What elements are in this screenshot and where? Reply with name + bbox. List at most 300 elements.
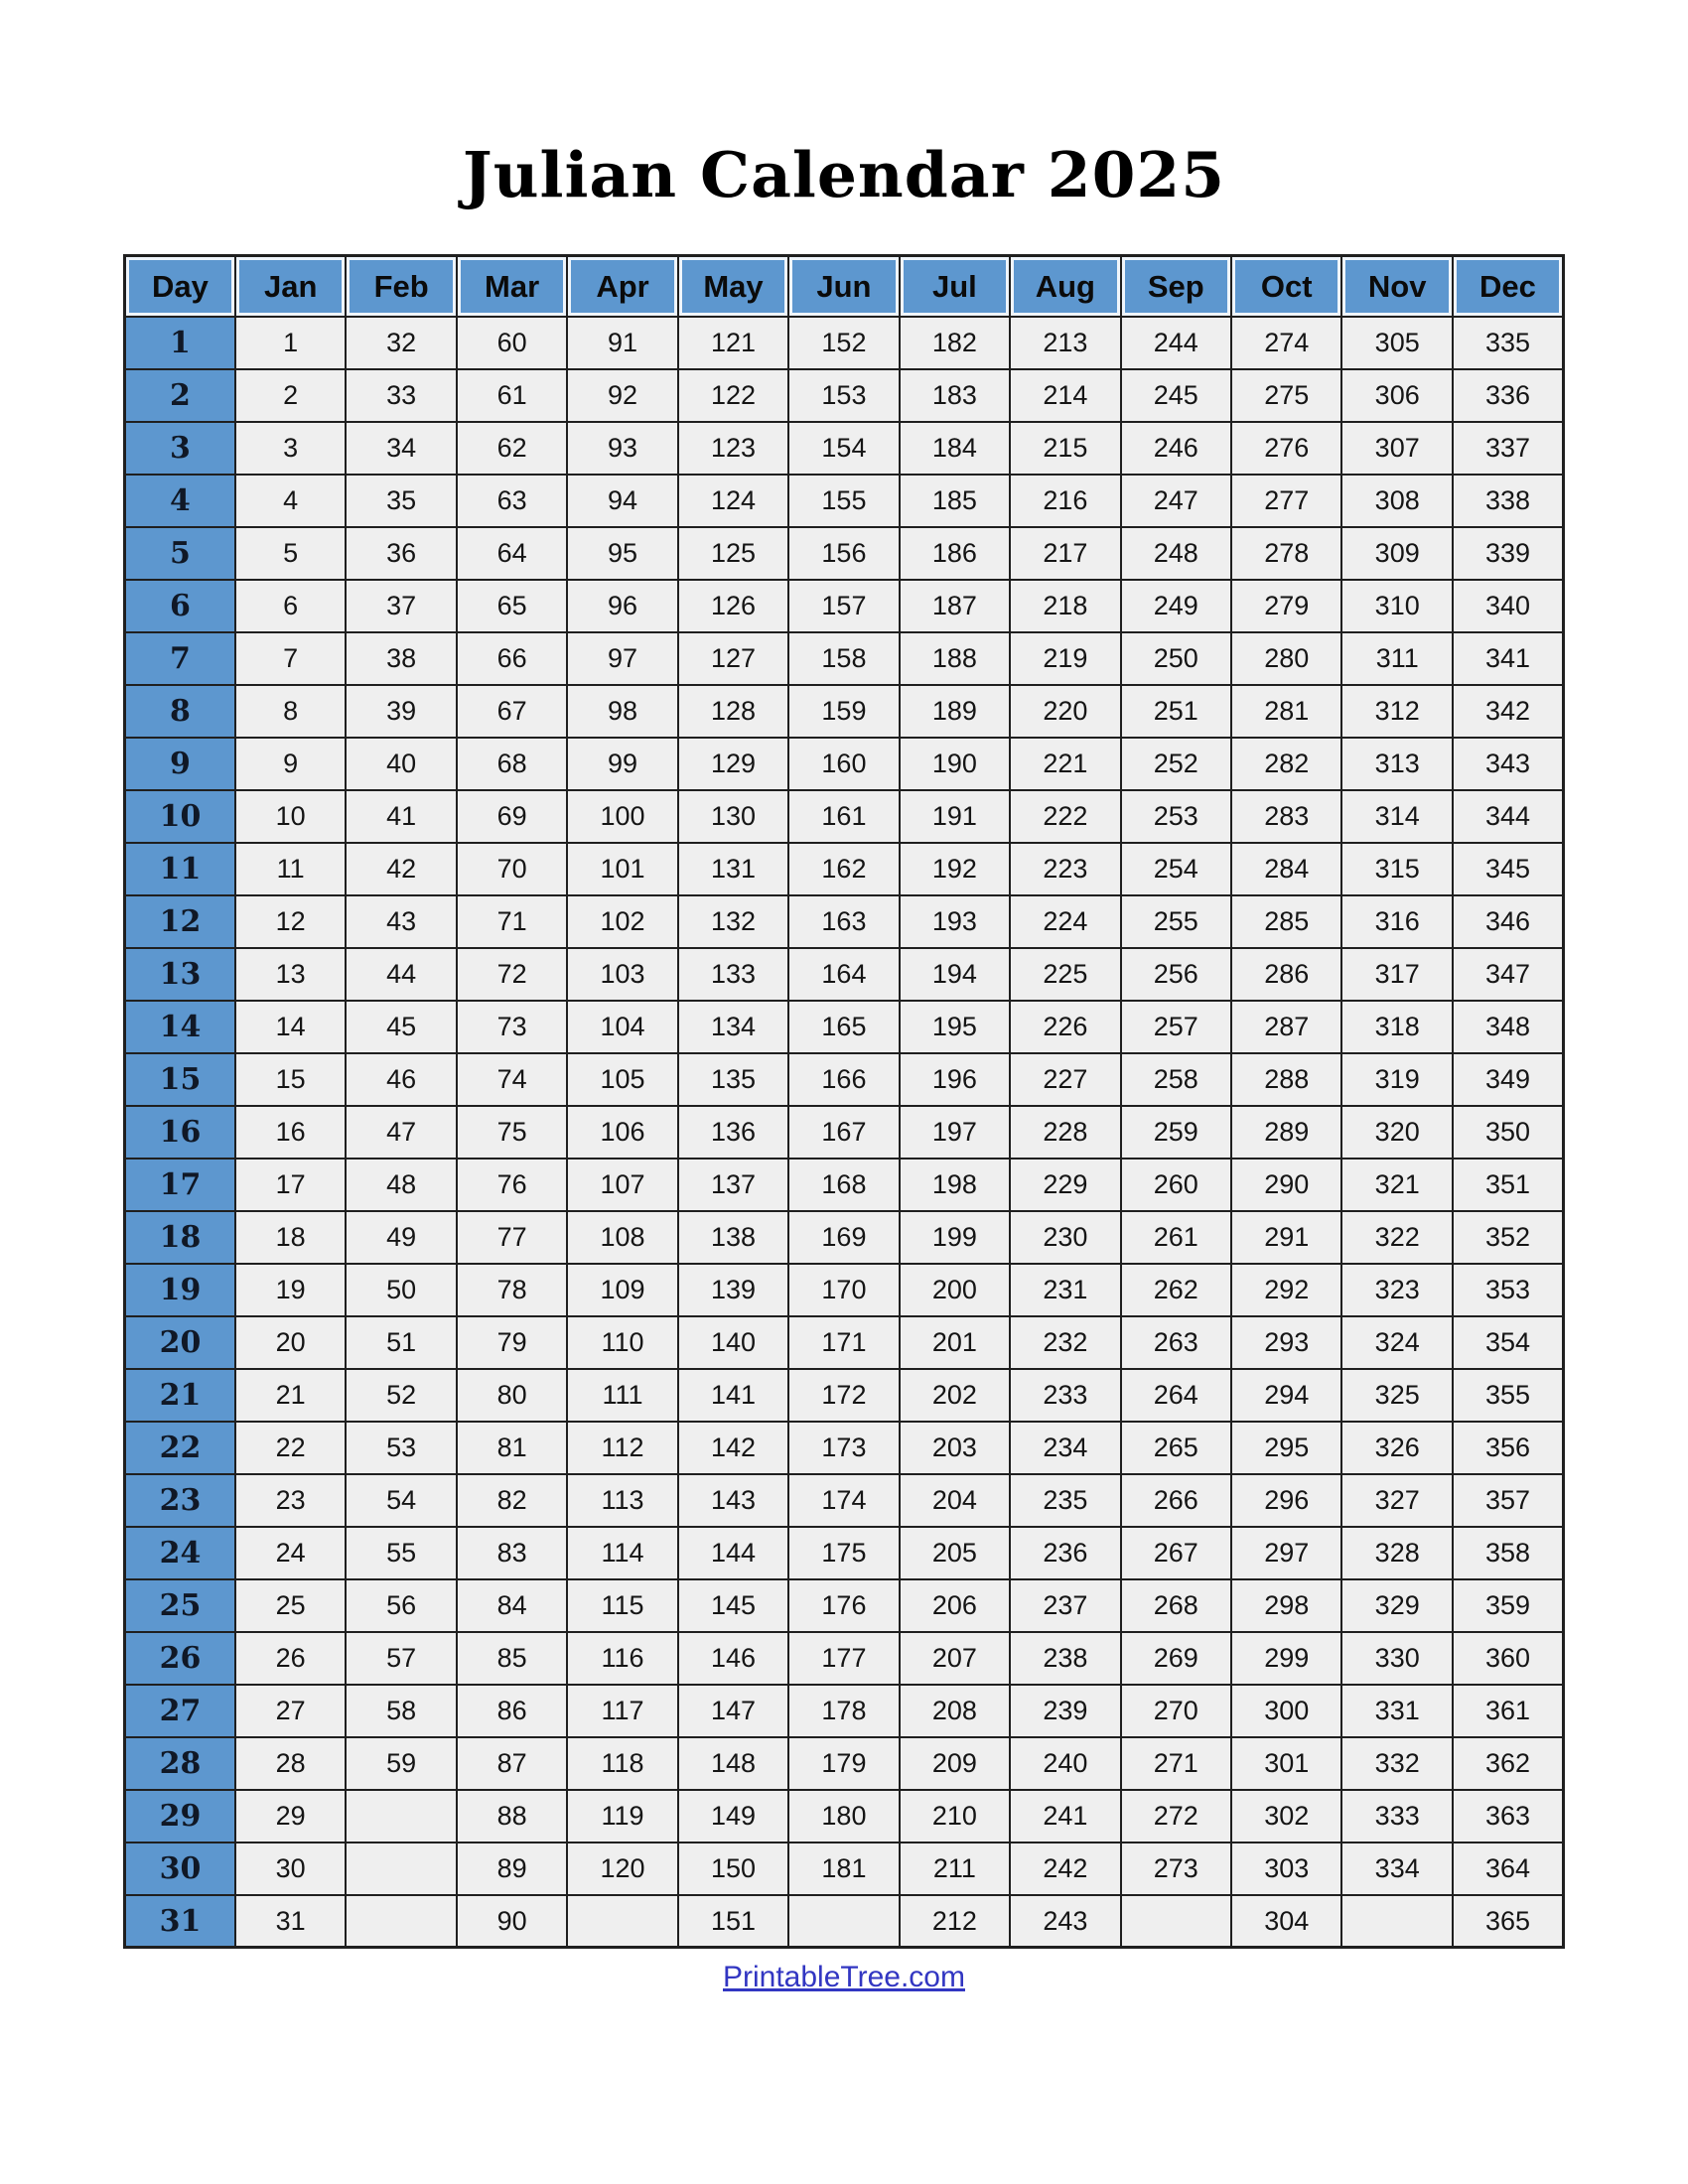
julian-day-value: 273 bbox=[1121, 1843, 1231, 1895]
day-number-cell: 30 bbox=[125, 1843, 235, 1895]
julian-day-value: 65 bbox=[457, 580, 567, 632]
julian-day-value: 80 bbox=[457, 1369, 567, 1422]
julian-day-value: 355 bbox=[1453, 1369, 1564, 1422]
julian-day-value: 169 bbox=[788, 1211, 899, 1264]
julian-day-value: 247 bbox=[1121, 475, 1231, 527]
julian-day-value: 177 bbox=[788, 1632, 899, 1685]
col-header-dec: Dec bbox=[1453, 256, 1564, 317]
julian-day-value: 163 bbox=[788, 895, 899, 948]
julian-day-value: 154 bbox=[788, 422, 899, 475]
julian-day-value: 261 bbox=[1121, 1211, 1231, 1264]
julian-day-value: 155 bbox=[788, 475, 899, 527]
julian-day-value: 67 bbox=[457, 685, 567, 738]
julian-day-value: 92 bbox=[567, 369, 677, 422]
julian-day-value: 365 bbox=[1453, 1895, 1564, 1948]
julian-day-value: 296 bbox=[1231, 1474, 1341, 1527]
table-row bbox=[125, 527, 1564, 580]
day-number-cell: 27 bbox=[125, 1685, 235, 1737]
julian-day-value: 334 bbox=[1341, 1843, 1452, 1895]
julian-day-value: 165 bbox=[788, 1001, 899, 1053]
julian-day-value: 158 bbox=[788, 632, 899, 685]
day-number-cell: 5 bbox=[125, 527, 235, 580]
julian-day-value: 124 bbox=[678, 475, 788, 527]
julian-day-value: 117 bbox=[567, 1685, 677, 1737]
julian-day-value: 166 bbox=[788, 1053, 899, 1106]
julian-day-value: 325 bbox=[1341, 1369, 1452, 1422]
day-number-cell: 2 bbox=[125, 369, 235, 422]
julian-day-value: 40 bbox=[346, 738, 456, 790]
table-row bbox=[125, 422, 1564, 475]
table-row bbox=[125, 1422, 1564, 1474]
julian-day-value: 221 bbox=[1010, 738, 1120, 790]
julian-day-value: 275 bbox=[1231, 369, 1341, 422]
julian-day-value: 151 bbox=[678, 1895, 788, 1948]
julian-day-value: 21 bbox=[235, 1369, 346, 1422]
printabletree-link[interactable]: PrintableTree.com bbox=[723, 1961, 965, 1994]
julian-day-value: 132 bbox=[678, 895, 788, 948]
julian-day-value: 266 bbox=[1121, 1474, 1231, 1527]
julian-day-value: 101 bbox=[567, 843, 677, 895]
julian-day-value: 238 bbox=[1010, 1632, 1120, 1685]
julian-day-value: 119 bbox=[567, 1790, 677, 1843]
julian-day-value: 164 bbox=[788, 948, 899, 1001]
julian-day-value: 95 bbox=[567, 527, 677, 580]
julian-day-value: 360 bbox=[1453, 1632, 1564, 1685]
empty-cell bbox=[1121, 1895, 1231, 1948]
julian-day-value: 115 bbox=[567, 1579, 677, 1632]
table-row bbox=[125, 1737, 1564, 1790]
julian-day-value: 35 bbox=[346, 475, 456, 527]
julian-day-value: 111 bbox=[567, 1369, 677, 1422]
julian-day-value: 298 bbox=[1231, 1579, 1341, 1632]
table-row bbox=[125, 1001, 1564, 1053]
julian-day-value: 301 bbox=[1231, 1737, 1341, 1790]
day-number-cell: 4 bbox=[125, 475, 235, 527]
table-row bbox=[125, 1106, 1564, 1159]
julian-day-value: 270 bbox=[1121, 1685, 1231, 1737]
julian-day-value: 268 bbox=[1121, 1579, 1231, 1632]
day-number-cell: 8 bbox=[125, 685, 235, 738]
julian-day-value: 11 bbox=[235, 843, 346, 895]
julian-day-value: 71 bbox=[457, 895, 567, 948]
day-number-cell: 11 bbox=[125, 843, 235, 895]
julian-day-value: 231 bbox=[1010, 1264, 1120, 1316]
julian-day-value: 130 bbox=[678, 790, 788, 843]
julian-day-value: 274 bbox=[1231, 317, 1341, 369]
julian-day-value: 106 bbox=[567, 1106, 677, 1159]
table-row bbox=[125, 738, 1564, 790]
table-row bbox=[125, 1316, 1564, 1369]
julian-day-value: 131 bbox=[678, 843, 788, 895]
julian-day-value: 49 bbox=[346, 1211, 456, 1264]
julian-day-value: 305 bbox=[1341, 317, 1452, 369]
julian-day-value: 279 bbox=[1231, 580, 1341, 632]
julian-day-value: 84 bbox=[457, 1579, 567, 1632]
julian-day-value: 310 bbox=[1341, 580, 1452, 632]
julian-day-value: 113 bbox=[567, 1474, 677, 1527]
julian-day-value: 297 bbox=[1231, 1527, 1341, 1579]
julian-day-value: 105 bbox=[567, 1053, 677, 1106]
julian-day-value: 341 bbox=[1453, 632, 1564, 685]
table-row bbox=[125, 475, 1564, 527]
julian-day-value: 198 bbox=[900, 1159, 1010, 1211]
julian-day-value: 108 bbox=[567, 1211, 677, 1264]
julian-day-value: 142 bbox=[678, 1422, 788, 1474]
julian-day-value: 269 bbox=[1121, 1632, 1231, 1685]
julian-day-value: 144 bbox=[678, 1527, 788, 1579]
julian-day-value: 13 bbox=[235, 948, 346, 1001]
julian-day-value: 123 bbox=[678, 422, 788, 475]
julian-day-value: 10 bbox=[235, 790, 346, 843]
table-row bbox=[125, 685, 1564, 738]
julian-day-value: 195 bbox=[900, 1001, 1010, 1053]
julian-day-value: 39 bbox=[346, 685, 456, 738]
julian-day-value: 78 bbox=[457, 1264, 567, 1316]
day-number-cell: 20 bbox=[125, 1316, 235, 1369]
julian-day-value: 18 bbox=[235, 1211, 346, 1264]
julian-day-value: 54 bbox=[346, 1474, 456, 1527]
julian-day-value: 199 bbox=[900, 1211, 1010, 1264]
julian-day-value: 61 bbox=[457, 369, 567, 422]
julian-day-value: 141 bbox=[678, 1369, 788, 1422]
julian-day-value: 336 bbox=[1453, 369, 1564, 422]
julian-day-value: 201 bbox=[900, 1316, 1010, 1369]
julian-day-value: 239 bbox=[1010, 1685, 1120, 1737]
julian-day-value: 322 bbox=[1341, 1211, 1452, 1264]
julian-day-value: 51 bbox=[346, 1316, 456, 1369]
julian-day-value: 276 bbox=[1231, 422, 1341, 475]
julian-day-value: 304 bbox=[1231, 1895, 1341, 1948]
julian-day-value: 309 bbox=[1341, 527, 1452, 580]
julian-day-value: 235 bbox=[1010, 1474, 1120, 1527]
julian-day-value: 129 bbox=[678, 738, 788, 790]
julian-day-value: 191 bbox=[900, 790, 1010, 843]
day-number-cell: 28 bbox=[125, 1737, 235, 1790]
day-number-cell: 3 bbox=[125, 422, 235, 475]
julian-day-value: 104 bbox=[567, 1001, 677, 1053]
julian-day-value: 188 bbox=[900, 632, 1010, 685]
julian-day-value: 46 bbox=[346, 1053, 456, 1106]
table-row bbox=[125, 1843, 1564, 1895]
julian-day-value: 318 bbox=[1341, 1001, 1452, 1053]
julian-day-value: 250 bbox=[1121, 632, 1231, 685]
julian-day-value: 83 bbox=[457, 1527, 567, 1579]
julian-day-value: 183 bbox=[900, 369, 1010, 422]
empty-cell bbox=[346, 1895, 456, 1948]
julian-day-value: 272 bbox=[1121, 1790, 1231, 1843]
julian-day-value: 363 bbox=[1453, 1790, 1564, 1843]
header-row bbox=[125, 256, 1564, 317]
julian-day-value: 178 bbox=[788, 1685, 899, 1737]
julian-day-value: 202 bbox=[900, 1369, 1010, 1422]
julian-day-value: 349 bbox=[1453, 1053, 1564, 1106]
day-number-cell: 31 bbox=[125, 1895, 235, 1948]
julian-day-value: 97 bbox=[567, 632, 677, 685]
julian-day-value: 264 bbox=[1121, 1369, 1231, 1422]
julian-day-value: 227 bbox=[1010, 1053, 1120, 1106]
julian-day-value: 335 bbox=[1453, 317, 1564, 369]
julian-day-value: 171 bbox=[788, 1316, 899, 1369]
day-number-cell: 21 bbox=[125, 1369, 235, 1422]
julian-day-value: 212 bbox=[900, 1895, 1010, 1948]
julian-day-value: 29 bbox=[235, 1790, 346, 1843]
julian-day-value: 345 bbox=[1453, 843, 1564, 895]
julian-day-value: 217 bbox=[1010, 527, 1120, 580]
day-number-cell: 22 bbox=[125, 1422, 235, 1474]
julian-day-value: 327 bbox=[1341, 1474, 1452, 1527]
julian-day-value: 110 bbox=[567, 1316, 677, 1369]
julian-day-value: 267 bbox=[1121, 1527, 1231, 1579]
julian-day-value: 215 bbox=[1010, 422, 1120, 475]
julian-day-value: 242 bbox=[1010, 1843, 1120, 1895]
julian-day-value: 246 bbox=[1121, 422, 1231, 475]
julian-day-value: 45 bbox=[346, 1001, 456, 1053]
day-number-cell: 16 bbox=[125, 1106, 235, 1159]
day-number-cell: 19 bbox=[125, 1264, 235, 1316]
julian-day-value: 193 bbox=[900, 895, 1010, 948]
julian-day-value: 260 bbox=[1121, 1159, 1231, 1211]
table-row bbox=[125, 369, 1564, 422]
julian-day-value: 333 bbox=[1341, 1790, 1452, 1843]
julian-day-value: 338 bbox=[1453, 475, 1564, 527]
julian-day-value: 87 bbox=[457, 1737, 567, 1790]
footer bbox=[0, 1961, 1688, 1994]
julian-day-value: 27 bbox=[235, 1685, 346, 1737]
julian-day-value: 252 bbox=[1121, 738, 1231, 790]
julian-day-value: 2 bbox=[235, 369, 346, 422]
julian-day-value: 91 bbox=[567, 317, 677, 369]
julian-day-value: 317 bbox=[1341, 948, 1452, 1001]
empty-cell bbox=[788, 1895, 899, 1948]
julian-day-value: 145 bbox=[678, 1579, 788, 1632]
col-header-aug: Aug bbox=[1010, 256, 1120, 317]
empty-cell bbox=[1341, 1895, 1452, 1948]
julian-day-value: 243 bbox=[1010, 1895, 1120, 1948]
day-number-cell: 15 bbox=[125, 1053, 235, 1106]
julian-day-value: 356 bbox=[1453, 1422, 1564, 1474]
day-number-cell: 6 bbox=[125, 580, 235, 632]
julian-day-value: 288 bbox=[1231, 1053, 1341, 1106]
julian-day-value: 225 bbox=[1010, 948, 1120, 1001]
table-row bbox=[125, 1369, 1564, 1422]
julian-day-value: 147 bbox=[678, 1685, 788, 1737]
julian-day-value: 102 bbox=[567, 895, 677, 948]
julian-day-value: 143 bbox=[678, 1474, 788, 1527]
julian-day-value: 222 bbox=[1010, 790, 1120, 843]
julian-day-value: 344 bbox=[1453, 790, 1564, 843]
julian-day-value: 38 bbox=[346, 632, 456, 685]
day-number-cell: 13 bbox=[125, 948, 235, 1001]
table-row bbox=[125, 1053, 1564, 1106]
julian-day-value: 228 bbox=[1010, 1106, 1120, 1159]
table-row bbox=[125, 790, 1564, 843]
julian-day-value: 200 bbox=[900, 1264, 1010, 1316]
julian-day-value: 237 bbox=[1010, 1579, 1120, 1632]
julian-day-value: 139 bbox=[678, 1264, 788, 1316]
julian-day-value: 134 bbox=[678, 1001, 788, 1053]
julian-day-value: 253 bbox=[1121, 790, 1231, 843]
julian-day-value: 230 bbox=[1010, 1211, 1120, 1264]
julian-day-value: 256 bbox=[1121, 948, 1231, 1001]
julian-day-value: 189 bbox=[900, 685, 1010, 738]
table-row bbox=[125, 1685, 1564, 1737]
julian-day-value: 127 bbox=[678, 632, 788, 685]
julian-day-value: 81 bbox=[457, 1422, 567, 1474]
julian-day-value: 324 bbox=[1341, 1316, 1452, 1369]
julian-day-value: 36 bbox=[346, 527, 456, 580]
julian-day-value: 361 bbox=[1453, 1685, 1564, 1737]
empty-cell bbox=[567, 1895, 677, 1948]
julian-day-value: 175 bbox=[788, 1527, 899, 1579]
day-number-cell: 12 bbox=[125, 895, 235, 948]
julian-day-value: 313 bbox=[1341, 738, 1452, 790]
julian-day-value: 16 bbox=[235, 1106, 346, 1159]
julian-day-value: 121 bbox=[678, 317, 788, 369]
col-header-sep: Sep bbox=[1121, 256, 1231, 317]
day-number-cell: 1 bbox=[125, 317, 235, 369]
day-number-cell: 25 bbox=[125, 1579, 235, 1632]
julian-day-value: 255 bbox=[1121, 895, 1231, 948]
julian-day-value: 281 bbox=[1231, 685, 1341, 738]
julian-day-value: 316 bbox=[1341, 895, 1452, 948]
table-row bbox=[125, 1579, 1564, 1632]
julian-day-value: 308 bbox=[1341, 475, 1452, 527]
julian-day-value: 112 bbox=[567, 1422, 677, 1474]
julian-day-value: 211 bbox=[900, 1843, 1010, 1895]
julian-day-value: 146 bbox=[678, 1632, 788, 1685]
julian-day-value: 190 bbox=[900, 738, 1010, 790]
julian-day-value: 90 bbox=[457, 1895, 567, 1948]
julian-day-value: 234 bbox=[1010, 1422, 1120, 1474]
julian-day-value: 133 bbox=[678, 948, 788, 1001]
julian-day-value: 7 bbox=[235, 632, 346, 685]
julian-day-value: 352 bbox=[1453, 1211, 1564, 1264]
julian-day-value: 152 bbox=[788, 317, 899, 369]
julian-day-value: 314 bbox=[1341, 790, 1452, 843]
julian-day-value: 213 bbox=[1010, 317, 1120, 369]
julian-day-value: 63 bbox=[457, 475, 567, 527]
julian-day-value: 303 bbox=[1231, 1843, 1341, 1895]
julian-day-value: 249 bbox=[1121, 580, 1231, 632]
julian-day-value: 42 bbox=[346, 843, 456, 895]
julian-day-value: 289 bbox=[1231, 1106, 1341, 1159]
julian-day-value: 1 bbox=[235, 317, 346, 369]
julian-day-value: 306 bbox=[1341, 369, 1452, 422]
julian-day-value: 96 bbox=[567, 580, 677, 632]
julian-day-value: 220 bbox=[1010, 685, 1120, 738]
julian-day-value: 203 bbox=[900, 1422, 1010, 1474]
day-number-cell: 10 bbox=[125, 790, 235, 843]
col-header-nov: Nov bbox=[1341, 256, 1452, 317]
julian-day-value: 295 bbox=[1231, 1422, 1341, 1474]
julian-day-value: 223 bbox=[1010, 843, 1120, 895]
col-header-oct: Oct bbox=[1231, 256, 1341, 317]
julian-day-value: 64 bbox=[457, 527, 567, 580]
julian-day-value: 70 bbox=[457, 843, 567, 895]
table-row bbox=[125, 580, 1564, 632]
julian-day-value: 25 bbox=[235, 1579, 346, 1632]
page-title: Julian Calendar 2025 bbox=[462, 138, 1226, 211]
julian-day-value: 192 bbox=[900, 843, 1010, 895]
julian-day-value: 122 bbox=[678, 369, 788, 422]
col-header-mar: Mar bbox=[457, 256, 567, 317]
julian-day-value: 302 bbox=[1231, 1790, 1341, 1843]
julian-day-value: 315 bbox=[1341, 843, 1452, 895]
julian-day-value: 75 bbox=[457, 1106, 567, 1159]
julian-day-value: 116 bbox=[567, 1632, 677, 1685]
julian-day-value: 150 bbox=[678, 1843, 788, 1895]
julian-day-value: 172 bbox=[788, 1369, 899, 1422]
julian-day-value: 73 bbox=[457, 1001, 567, 1053]
julian-day-value: 8 bbox=[235, 685, 346, 738]
julian-day-value: 109 bbox=[567, 1264, 677, 1316]
julian-day-value: 358 bbox=[1453, 1527, 1564, 1579]
julian-day-value: 114 bbox=[567, 1527, 677, 1579]
julian-day-value: 98 bbox=[567, 685, 677, 738]
table-row bbox=[125, 843, 1564, 895]
table-row bbox=[125, 1790, 1564, 1843]
julian-day-value: 350 bbox=[1453, 1106, 1564, 1159]
julian-day-value: 62 bbox=[457, 422, 567, 475]
julian-day-value: 232 bbox=[1010, 1316, 1120, 1369]
table-row bbox=[125, 948, 1564, 1001]
julian-day-value: 41 bbox=[346, 790, 456, 843]
julian-day-value: 209 bbox=[900, 1737, 1010, 1790]
julian-day-value: 72 bbox=[457, 948, 567, 1001]
julian-day-value: 337 bbox=[1453, 422, 1564, 475]
julian-day-value: 343 bbox=[1453, 738, 1564, 790]
julian-day-value: 148 bbox=[678, 1737, 788, 1790]
day-number-cell: 23 bbox=[125, 1474, 235, 1527]
julian-day-value: 359 bbox=[1453, 1579, 1564, 1632]
day-number-cell: 17 bbox=[125, 1159, 235, 1211]
julian-day-value: 282 bbox=[1231, 738, 1341, 790]
col-header-jun: Jun bbox=[788, 256, 899, 317]
julian-day-value: 206 bbox=[900, 1579, 1010, 1632]
julian-day-value: 153 bbox=[788, 369, 899, 422]
julian-day-value: 179 bbox=[788, 1737, 899, 1790]
julian-day-value: 286 bbox=[1231, 948, 1341, 1001]
day-number-cell: 14 bbox=[125, 1001, 235, 1053]
julian-day-value: 184 bbox=[900, 422, 1010, 475]
julian-day-value: 170 bbox=[788, 1264, 899, 1316]
julian-day-value: 194 bbox=[900, 948, 1010, 1001]
julian-day-value: 14 bbox=[235, 1001, 346, 1053]
julian-day-value: 107 bbox=[567, 1159, 677, 1211]
julian-day-value: 58 bbox=[346, 1685, 456, 1737]
julian-day-value: 292 bbox=[1231, 1264, 1341, 1316]
julian-day-value: 138 bbox=[678, 1211, 788, 1264]
col-header-feb: Feb bbox=[346, 256, 456, 317]
julian-day-value: 197 bbox=[900, 1106, 1010, 1159]
julian-day-value: 34 bbox=[346, 422, 456, 475]
table-row bbox=[125, 632, 1564, 685]
julian-day-value: 137 bbox=[678, 1159, 788, 1211]
julian-day-value: 88 bbox=[457, 1790, 567, 1843]
julian-day-value: 173 bbox=[788, 1422, 899, 1474]
julian-day-value: 258 bbox=[1121, 1053, 1231, 1106]
table-row bbox=[125, 1632, 1564, 1685]
julian-day-value: 19 bbox=[235, 1264, 346, 1316]
julian-day-value: 176 bbox=[788, 1579, 899, 1632]
julian-day-value: 291 bbox=[1231, 1211, 1341, 1264]
julian-day-value: 20 bbox=[235, 1316, 346, 1369]
julian-day-value: 283 bbox=[1231, 790, 1341, 843]
julian-day-value: 259 bbox=[1121, 1106, 1231, 1159]
julian-day-value: 23 bbox=[235, 1474, 346, 1527]
julian-day-value: 4 bbox=[235, 475, 346, 527]
julian-day-value: 354 bbox=[1453, 1316, 1564, 1369]
